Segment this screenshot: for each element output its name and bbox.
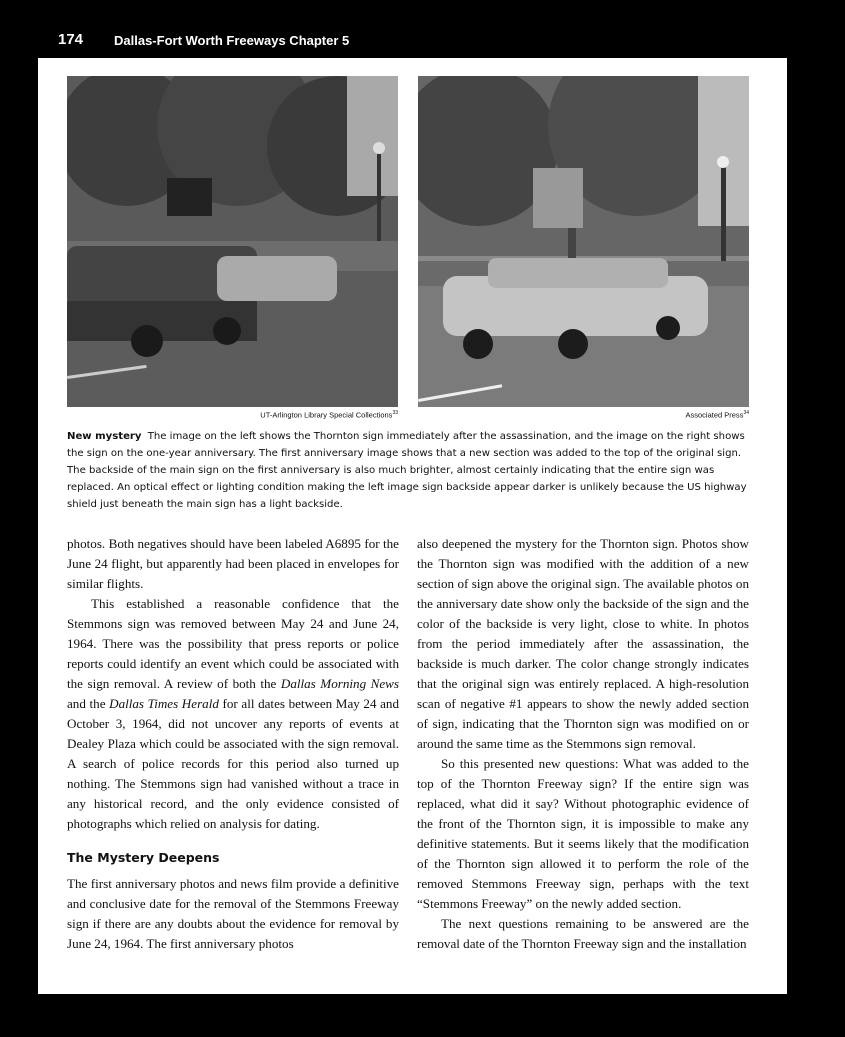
caption-text: The image on the left shows the Thornton sign immediately after the assassination, and the image on the right shows the sign on the one-year anniversary. The first anniversary image shows that a new section was added to the top of the original sign. The backside of the main sign on the first anniversary is also much brighter, almost certainly indicating that the entire sign was replaced. An optical effect or lighting condition making the left image sign backside appear darker is unlikely because the US highway shield just beneath the main sign has a light backside.	[67, 431, 747, 510]
section-heading: The Mystery Deepens	[67, 850, 220, 865]
photo-thornton-sign-1964	[418, 76, 749, 407]
book-page	[38, 58, 787, 994]
chapter-title: Dallas-Fort Worth Freeways Chapter 5	[114, 33, 350, 48]
paragraph: This established a reasonable confidence that the Stemmons sign was removed between May 24 and June 24, 1964. There was the possibility that press reports or police reports could identify an event which could be associated with the sign removal. A review of both the Dallas Morning News and the Dallas Times Herald for all dates between May 24 and October 3, 1964, did not uncover any reports of events at Dealey Plaza which could be associated with the sign removal. A search of police records for this period also turned up nothing. The Stemmons sign had vanished without a trace in any historical record, and the only evidence consisted of photographs which relied on analysis for dating.	[67, 596, 400, 831]
left-column	[67, 534, 399, 954]
paragraph: The first anniversary photos and news film provide a definitive and conclusive date for the removal of the Stemmons Freeway sign if there are any doubts about the evidence for removal by June 24, 1964. The first anniversary photos	[67, 876, 399, 951]
paragraph: photos. Both negatives should have been labeled A6895 for the June 24 flight, but apparently had been placed in envelopes for similar flights.	[67, 536, 399, 591]
photo-caption	[67, 428, 757, 513]
page-number: 174	[58, 31, 84, 48]
right-column	[417, 534, 749, 954]
caption-title: New mystery	[67, 431, 142, 442]
page-header	[0, 0, 845, 58]
paragraph: also deepened the mystery for the Thornton sign. Photos show the Thornton sign was modified with the addition of a new section of sign above the original sign. The available photos on the anniversary date show only the backside of the sign and the color of the backside is very light, close to white. In photos from the period immediately after the assassination, the backside is much darker. The color change strongly indicates that the original sign was entirely replaced. A high-resolution scan of negative #1 appears to show the newly added section of sign, indicating that the Thornton sign was modified on or around the same time as the Stemmons sign removal.	[417, 536, 749, 751]
photo-credit-left: UT-Arlington Library Special Collections$^{33}$	[260, 410, 398, 420]
paragraph: So this presented new questions: What was added to the top of the Thornton Freeway sign? If the entire sign was replaced, what did it say? Without photographic evidence of the front of the Thornton sign, it is impossible to make any definitive statements. But it seems likely that the modification of the Thornton sign allowed it to perform the role of the removed Stemmons Freeway sign, perhaps with the text “Stemmons Freeway” on the newly added section.	[417, 756, 749, 911]
photo-credit-right: Associated Press$^{34}$	[685, 410, 749, 420]
paragraph: The next questions remaining to be answered are the removal date of the Thornton Freeway sign and the installation	[417, 916, 749, 951]
photo-thornton-sign-1963	[67, 76, 398, 407]
